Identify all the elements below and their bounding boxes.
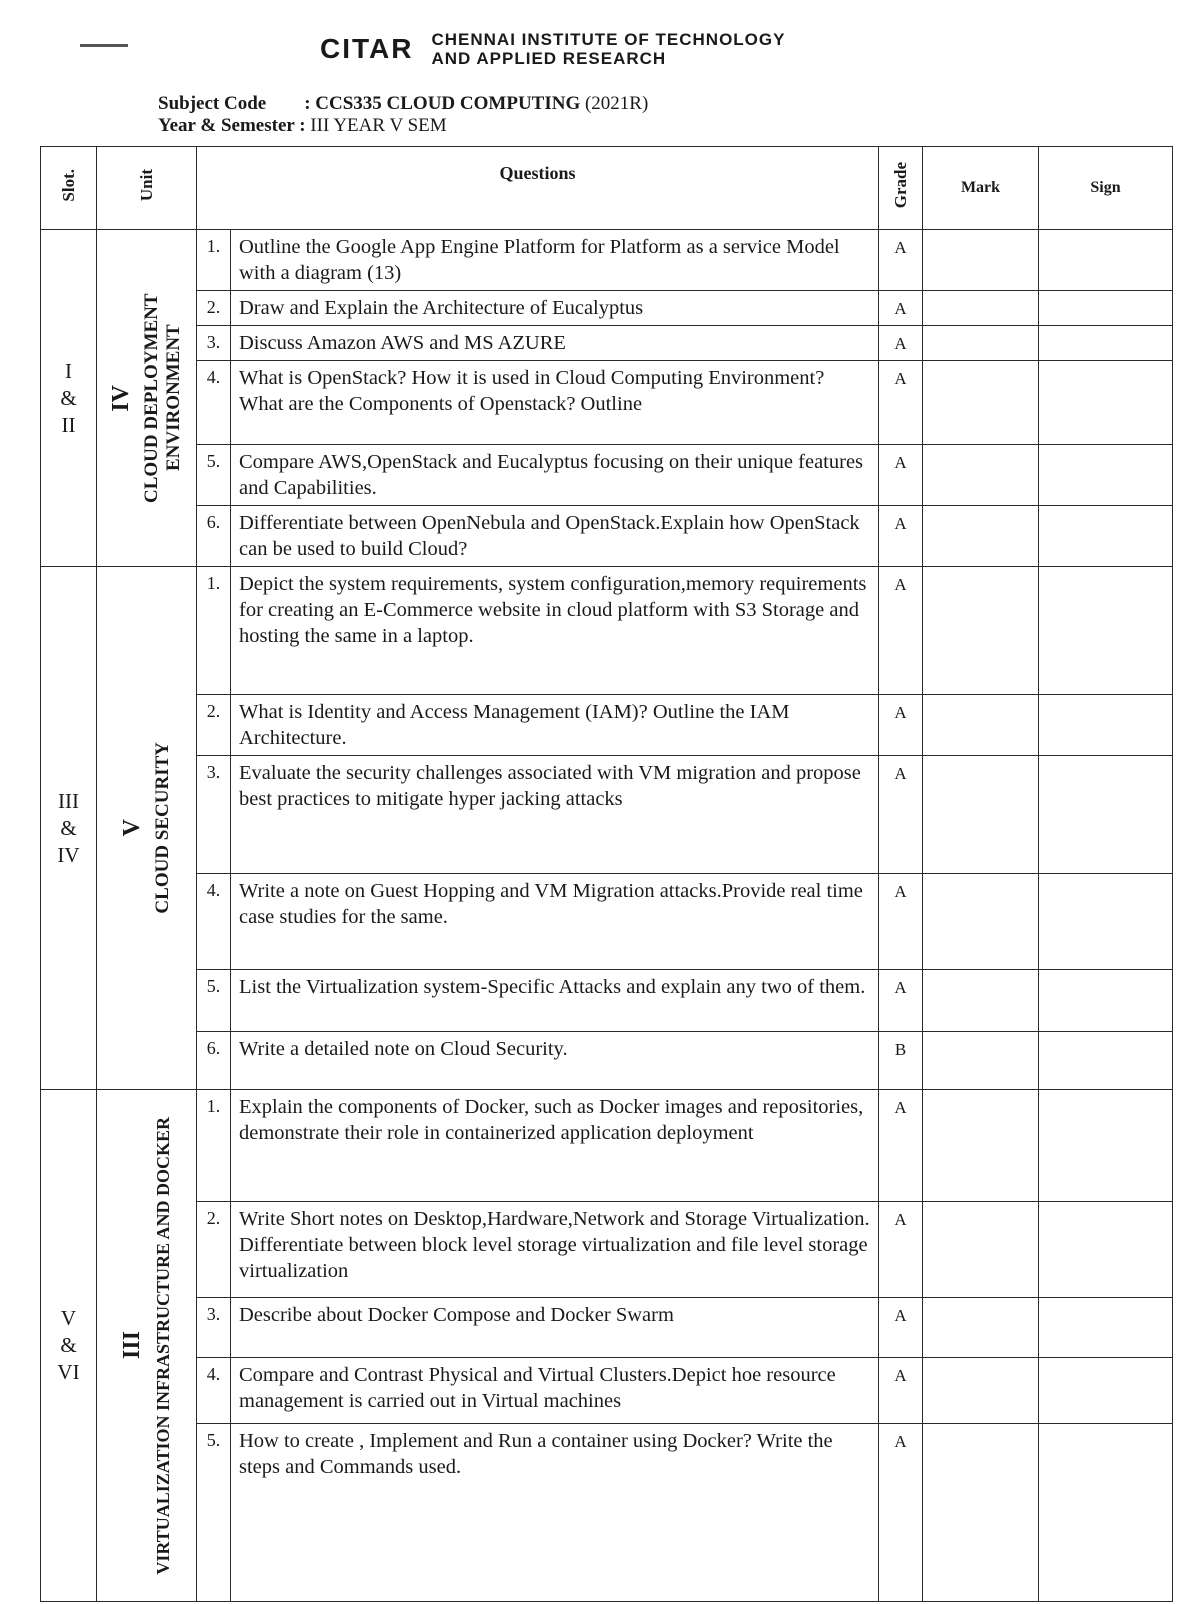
question-text: List the Virtualization system-Specific Attacks and explain any two of them.: [231, 970, 879, 1032]
grade-cell: A: [879, 361, 923, 445]
unit-number: V: [119, 819, 145, 837]
question-number: 1.: [197, 567, 231, 695]
grade-cell: A: [879, 1298, 923, 1358]
unit-title: VIRTUALIZATION INFRASTRUCTURE AND DOCKER: [153, 1116, 173, 1575]
year-line: [158, 115, 648, 137]
question-row: [41, 445, 1173, 506]
unit-cell: [97, 1090, 197, 1602]
question-number: 6.: [197, 1032, 231, 1090]
unit-cell: [97, 230, 197, 567]
question-row: [41, 291, 1173, 326]
question-number: 3.: [197, 756, 231, 874]
question-text: What is Identity and Access Management (IAM)? Outline the IAM Architecture.: [231, 695, 879, 756]
subject-info: [158, 93, 648, 137]
question-text: Discuss Amazon AWS and MS AZURE: [231, 326, 879, 361]
question-number: 6.: [197, 506, 231, 567]
institute-header: [320, 30, 785, 68]
question-table-body: [41, 147, 1173, 1602]
question-row: [41, 326, 1173, 361]
mark-cell: [923, 326, 1039, 361]
grade-cell: B: [879, 1032, 923, 1090]
sign-cell: [1039, 695, 1173, 756]
sign-cell: [1039, 326, 1173, 361]
mark-cell: [923, 756, 1039, 874]
slot-cell: [41, 567, 97, 1090]
unit-number: III: [119, 1331, 145, 1360]
grade-cell: A: [879, 1424, 923, 1602]
grade-cell: A: [879, 1202, 923, 1298]
year-label: Year & Semester :: [158, 115, 306, 136]
unit-title: CLOUD SECURITY: [152, 742, 173, 914]
mark-cell: [923, 291, 1039, 326]
mark-cell: [923, 567, 1039, 695]
question-text: What is OpenStack? How it is used in Cloud Computing Environment? What are the Components of Openstack? Outline: [231, 361, 879, 445]
question-text: Describe about Docker Compose and Docker Swarm: [231, 1298, 879, 1358]
question-text: Write a detailed note on Cloud Security.: [231, 1032, 879, 1090]
subject-label: Subject Code: [158, 93, 267, 114]
slot-cell: [41, 230, 97, 567]
sign-cell: [1039, 361, 1173, 445]
question-text: Differentiate between OpenNebula and OpenStack.Explain how OpenStack can be used to build Cloud?: [231, 506, 879, 567]
question-text: Compare AWS,OpenStack and Eucalyptus focusing on their unique features and Capabilities.: [231, 445, 879, 506]
mark-cell: [923, 874, 1039, 970]
grade-cell: A: [879, 326, 923, 361]
header-unit: Unit: [97, 147, 197, 230]
question-text: Outline the Google App Engine Platform for Platform as a service Model with a diagram (13): [231, 230, 879, 291]
sign-cell: [1039, 445, 1173, 506]
institute-name: [431, 30, 785, 68]
grade-cell: A: [879, 291, 923, 326]
grade-cell: A: [879, 506, 923, 567]
question-row: [41, 1202, 1173, 1298]
sign-cell: [1039, 1358, 1173, 1424]
sign-cell: [1039, 1424, 1173, 1602]
question-row: [41, 506, 1173, 567]
mark-cell: [923, 361, 1039, 445]
question-number: 3.: [197, 1298, 231, 1358]
question-text: Depict the system requirements, system configuration,memory requirements for creating an E-Commerce website in cloud platform with S3 Storage and hosting the same in a laptop.: [231, 567, 879, 695]
sign-cell: [1039, 1090, 1173, 1202]
grade-cell: A: [879, 970, 923, 1032]
sign-cell: [1039, 1202, 1173, 1298]
grade-cell: A: [879, 230, 923, 291]
question-row: [41, 1032, 1173, 1090]
question-number: 1.: [197, 230, 231, 291]
question-row: [41, 695, 1173, 756]
grade-cell: A: [879, 874, 923, 970]
question-table: [40, 146, 1173, 1602]
grade-cell: A: [879, 1090, 923, 1202]
question-number: 4.: [197, 1358, 231, 1424]
slot-label: I & II: [60, 358, 77, 437]
question-row: [41, 1358, 1173, 1424]
question-row: [41, 361, 1173, 445]
grade-cell: A: [879, 1358, 923, 1424]
question-number: 3.: [197, 326, 231, 361]
grade-cell: A: [879, 756, 923, 874]
subject-code: : CCS335 CLOUD COMPUTING: [304, 93, 581, 114]
grade-cell: A: [879, 695, 923, 756]
question-text: Write Short notes on Desktop,Hardware,Network and Storage Virtualization. Differentiate between block level storage virtualization and file level storage virtualization: [231, 1202, 879, 1298]
question-row: [41, 970, 1173, 1032]
mark-cell: [923, 695, 1039, 756]
question-row: [41, 874, 1173, 970]
institute-name-line1: CHENNAI INSTITUTE OF TECHNOLOGY: [431, 30, 786, 49]
grade-cell: A: [879, 567, 923, 695]
slot-cell: [41, 1090, 97, 1602]
sign-cell: [1039, 1298, 1173, 1358]
mark-cell: [923, 506, 1039, 567]
sign-cell: [1039, 874, 1173, 970]
question-number: 2.: [197, 695, 231, 756]
question-number: 5.: [197, 445, 231, 506]
mark-cell: [923, 1090, 1039, 1202]
question-number: 4.: [197, 361, 231, 445]
sign-cell: [1039, 230, 1173, 291]
regulation: (2021R): [584, 93, 649, 114]
mark-cell: [923, 1298, 1039, 1358]
slot-label: III & IV: [57, 788, 80, 867]
question-number: 2.: [197, 291, 231, 326]
question-number: 2.: [197, 1202, 231, 1298]
question-text: How to create , Implement and Run a container using Docker? Write the steps and Commands used.: [231, 1424, 879, 1602]
year-value: III YEAR V SEM: [310, 115, 447, 136]
question-row: [41, 756, 1173, 874]
question-row: [41, 1298, 1173, 1358]
table-header-row: [41, 147, 1173, 230]
question-text: Compare and Contrast Physical and Virtual Clusters.Depict hoe resource management is carried out in Virtual machines: [231, 1358, 879, 1424]
question-row: [41, 1090, 1173, 1202]
scan-mark: [80, 44, 128, 47]
sign-cell: [1039, 970, 1173, 1032]
mark-cell: [923, 445, 1039, 506]
header-questions: Questions: [197, 147, 879, 230]
question-text: Evaluate the security challenges associated with VM migration and propose best practices to mitigate hyper jacking attacks: [231, 756, 879, 874]
sign-cell: [1039, 506, 1173, 567]
sign-cell: [1039, 567, 1173, 695]
header-slot: Slot.: [41, 147, 97, 230]
institute-name-line2: AND APPLIED RESEARCH: [431, 49, 667, 68]
sign-cell: [1039, 1032, 1173, 1090]
question-text: Write a note on Guest Hopping and VM Migration attacks.Provide real time case studies for the same.: [231, 874, 879, 970]
grade-cell: A: [879, 445, 923, 506]
question-row: [41, 1424, 1173, 1602]
question-number: 1.: [197, 1090, 231, 1202]
slot-label: V & VI: [57, 1306, 80, 1384]
question-text: Explain the components of Docker, such as Docker images and repositories, demonstrate their role in containerized application deployment: [231, 1090, 879, 1202]
header-sign: Sign: [1039, 147, 1173, 230]
subject-line: [158, 93, 648, 115]
question-row: [41, 230, 1173, 291]
mark-cell: [923, 230, 1039, 291]
header-mark: Mark: [923, 147, 1039, 230]
unit-number: IV: [108, 384, 134, 412]
unit-cell: [97, 567, 197, 1090]
question-number: 4.: [197, 874, 231, 970]
mark-cell: [923, 1032, 1039, 1090]
question-number: 5.: [197, 1424, 231, 1602]
unit-title: CLOUD DEPLOYMENT ENVIRONMENT: [141, 293, 184, 503]
mark-cell: [923, 1202, 1039, 1298]
mark-cell: [923, 1358, 1039, 1424]
mark-cell: [923, 1424, 1039, 1602]
sign-cell: [1039, 291, 1173, 326]
header-grade: Grade: [879, 147, 923, 230]
question-row: [41, 567, 1173, 695]
mark-cell: [923, 970, 1039, 1032]
question-number: 5.: [197, 970, 231, 1032]
institute-logo: CITAR: [320, 33, 414, 64]
question-text: Draw and Explain the Architecture of Eucalyptus: [231, 291, 879, 326]
sign-cell: [1039, 756, 1173, 874]
